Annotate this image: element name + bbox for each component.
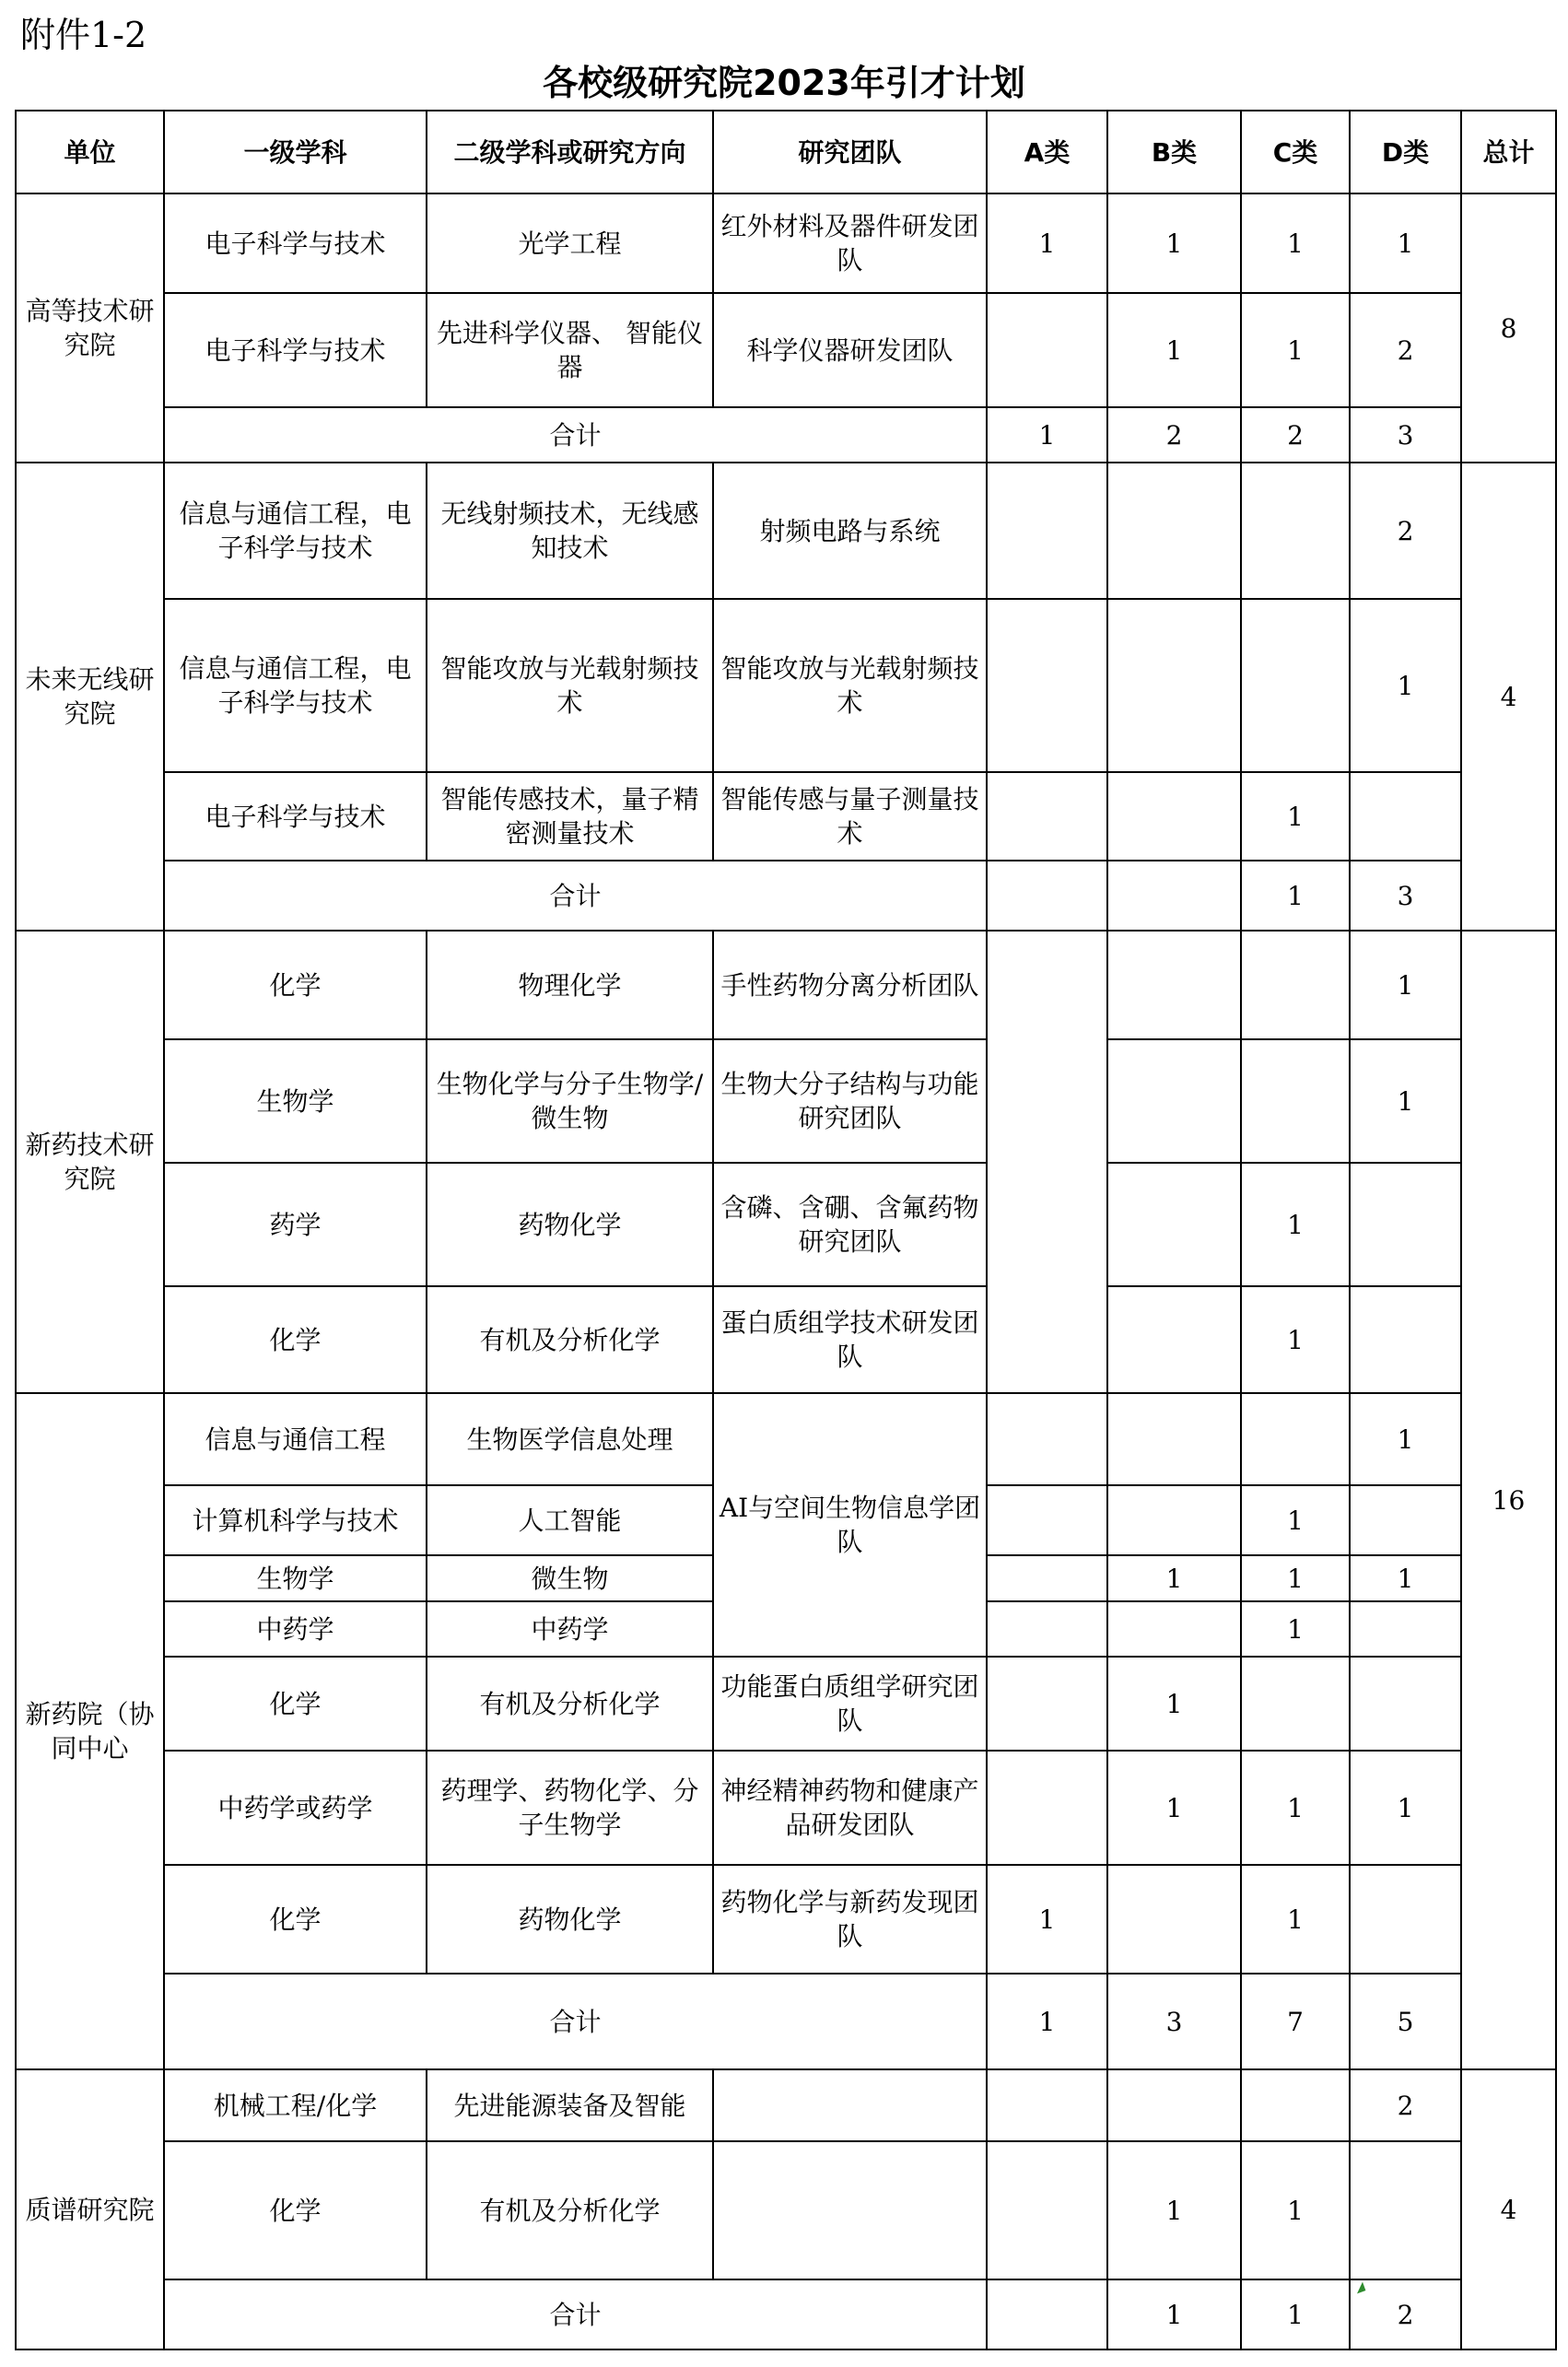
unit-total: 4 [1461, 463, 1556, 931]
team-cell: 功能蛋白质组学研究团队 [713, 1657, 987, 1751]
class-d-cell [1350, 772, 1461, 861]
discipline-cell: 生物学 [164, 1039, 427, 1163]
class-c-cell: 1 [1241, 1286, 1350, 1393]
discipline-cell: 化学 [164, 931, 427, 1039]
table-row [16, 1865, 1556, 1974]
discipline-cell: 电子科学与技术 [164, 193, 427, 293]
class-b-cell: 1 [1107, 1657, 1241, 1751]
table-row [16, 193, 1556, 293]
unit-total: 4 [1461, 2069, 1556, 2349]
discipline-cell: 药学 [164, 1163, 427, 1286]
unit-name: 质谱研究院 [16, 2069, 164, 2349]
team-cell: 手性药物分离分析团队 [713, 931, 987, 1039]
class-a-cell [987, 1657, 1107, 1751]
class-d-cell [1350, 1485, 1461, 1555]
class-a-cell [987, 2141, 1107, 2279]
direction-cell: 微生物 [427, 1555, 713, 1601]
subtotal-a: 1 [987, 1974, 1107, 2069]
class-c-cell: 1 [1241, 1601, 1350, 1657]
direction-cell: 药物化学 [427, 1865, 713, 1974]
discipline-cell: 中药学或药学 [164, 1751, 427, 1865]
table-row [16, 1393, 1556, 1485]
direction-cell: 光学工程 [427, 193, 713, 293]
discipline-cell: 化学 [164, 1286, 427, 1393]
table-row [16, 599, 1556, 772]
header-row [16, 111, 1556, 193]
class-b-cell: 1 [1107, 193, 1241, 293]
class-d-cell [1350, 2141, 1461, 2279]
unit-name: 高等技术研究院 [16, 193, 164, 463]
table-row [16, 2069, 1556, 2141]
class-c-cell [1241, 599, 1350, 772]
class-d-cell: 2 [1350, 463, 1461, 599]
discipline-cell: 化学 [164, 1865, 427, 1974]
class-c-cell [1241, 2069, 1350, 2141]
class-b-cell [1107, 772, 1241, 861]
team-cell: 射频电路与系统 [713, 463, 987, 599]
unit-total: 16 [1461, 931, 1556, 2069]
class-b-cell: 1 [1107, 2141, 1241, 2279]
discipline-cell: 电子科学与技术 [164, 772, 427, 861]
subtotal-label: 合计 [164, 407, 987, 463]
subtotal-d: 2 [1350, 2279, 1461, 2349]
class-d-cell: 2 [1350, 293, 1461, 407]
class-c-cell: 1 [1241, 1751, 1350, 1865]
team-cell: 蛋白质组学技术研发团队 [713, 1286, 987, 1393]
subtotal-row [16, 2279, 1556, 2349]
subtotal-c: 1 [1241, 861, 1350, 931]
class-b-cell [1107, 1485, 1241, 1555]
subtotal-c: 2 [1241, 407, 1350, 463]
subtotal-b: 2 [1107, 407, 1241, 463]
class-b-cell: 1 [1107, 1751, 1241, 1865]
direction-cell: 药物化学 [427, 1163, 713, 1286]
direction-cell: 生物医学信息处理 [427, 1393, 713, 1485]
class-d-cell: 2 [1350, 2069, 1461, 2141]
subtotal-row [16, 407, 1556, 463]
class-a-cell [987, 1485, 1107, 1555]
team-cell: 红外材料及器件研发团队 [713, 193, 987, 293]
direction-cell: 有机及分析化学 [427, 2141, 713, 2279]
class-c-cell: 1 [1241, 1163, 1350, 1286]
team-cell [713, 2069, 987, 2141]
discipline-cell: 机械工程/化学 [164, 2069, 427, 2141]
class-c-cell: 1 [1241, 1865, 1350, 1974]
table-row [16, 463, 1556, 599]
class-b-cell [1107, 463, 1241, 599]
table-row [16, 293, 1556, 407]
direction-cell: 人工智能 [427, 1485, 713, 1555]
class-b-cell [1107, 2069, 1241, 2141]
direction-cell: 物理化学 [427, 931, 713, 1039]
header-class-a: A类 [987, 111, 1107, 193]
class-b-cell [1107, 931, 1241, 1039]
discipline-cell: 化学 [164, 1657, 427, 1751]
class-b-cell: 1 [1107, 1555, 1241, 1601]
subtotal-d: 3 [1350, 861, 1461, 931]
table-row [16, 1657, 1556, 1751]
class-a-cell: 1 [987, 193, 1107, 293]
class-d-cell: 1 [1350, 1751, 1461, 1865]
discipline-cell: 信息与通信工程，电子科学与技术 [164, 463, 427, 599]
team-cell: 药物化学与新药发现团队 [713, 1865, 987, 1974]
class-c-cell: 1 [1241, 1555, 1350, 1601]
class-c-cell: 1 [1241, 1485, 1350, 1555]
subtotal-a [987, 861, 1107, 931]
subtotal-a [987, 2279, 1107, 2349]
table-row [16, 1163, 1556, 1286]
page-title: 各校级研究院2023年引才计划 [543, 63, 1025, 103]
table-row [16, 1039, 1556, 1163]
header-direction: 二级学科或研究方向 [427, 111, 713, 193]
class-b-cell [1107, 599, 1241, 772]
class-b-cell [1107, 1286, 1241, 1393]
direction-cell: 有机及分析化学 [427, 1657, 713, 1751]
subtotal-label: 合计 [164, 2279, 987, 2349]
direction-cell: 先进科学仪器、 智能仪器 [427, 293, 713, 407]
class-a-cell [987, 1555, 1107, 1601]
class-a-cell [987, 1751, 1107, 1865]
class-d-cell [1350, 1163, 1461, 1286]
team-cell [713, 2141, 987, 2279]
class-c-cell [1241, 463, 1350, 599]
header-class-b: B类 [1107, 111, 1241, 193]
class-c-cell: 1 [1241, 2141, 1350, 2279]
direction-cell: 无线射频技术，无线感知技术 [427, 463, 713, 599]
class-d-cell [1350, 1601, 1461, 1657]
class-b-cell [1107, 1601, 1241, 1657]
class-c-cell [1241, 1393, 1350, 1485]
discipline-cell: 中药学 [164, 1601, 427, 1657]
class-a-cell [987, 1393, 1107, 1485]
class-a-cell [987, 772, 1107, 861]
class-c-cell: 1 [1241, 293, 1350, 407]
unit-name: 新药技术研究院 [16, 931, 164, 1393]
team-cell: 智能攻放与光载射频技术 [713, 599, 987, 772]
class-a-cell [987, 293, 1107, 407]
recruitment-plan-table [15, 110, 1557, 2350]
team-cell: 生物大分子结构与功能研究团队 [713, 1039, 987, 1163]
class-d-cell [1350, 1865, 1461, 1974]
subtotal-row [16, 1974, 1556, 2069]
table-row [16, 1751, 1556, 1865]
class-d-cell: 1 [1350, 1555, 1461, 1601]
unit-name: 未来无线研究院 [16, 463, 164, 931]
class-c-cell [1241, 931, 1350, 1039]
direction-cell: 智能攻放与光载射频技术 [427, 599, 713, 772]
header-discipline: 一级学科 [164, 111, 427, 193]
team-cell: 含磷、含硼、含氟药物研究团队 [713, 1163, 987, 1286]
class-a-cell [987, 599, 1107, 772]
direction-cell: 中药学 [427, 1601, 713, 1657]
subtotal-label: 合计 [164, 1974, 987, 2069]
team-cell: 科学仪器研发团队 [713, 293, 987, 407]
header-class-c: C类 [1241, 111, 1350, 193]
discipline-cell: 生物学 [164, 1555, 427, 1601]
direction-cell: 生物化学与分子生物学/微生物 [427, 1039, 713, 1163]
table-row [16, 772, 1556, 861]
class-c-cell [1241, 1039, 1350, 1163]
subtotal-label: 合计 [164, 861, 987, 931]
subtotal-b [1107, 861, 1241, 931]
header-class-d: D类 [1350, 111, 1461, 193]
subtotal-c: 7 [1241, 1974, 1350, 2069]
class-a-cell [987, 931, 1107, 1393]
table-row [16, 2141, 1556, 2279]
class-b-cell: 1 [1107, 293, 1241, 407]
attachment-label: 附件1-2 [20, 15, 147, 55]
class-d-cell [1350, 1286, 1461, 1393]
class-b-cell [1107, 1393, 1241, 1485]
class-b-cell [1107, 1039, 1241, 1163]
class-a-cell [987, 1601, 1107, 1657]
class-c-cell [1241, 1657, 1350, 1751]
header-team: 研究团队 [713, 111, 987, 193]
class-c-cell: 1 [1241, 193, 1350, 293]
subtotal-d: 5 [1350, 1974, 1461, 2069]
class-b-cell [1107, 1163, 1241, 1286]
class-d-cell: 1 [1350, 599, 1461, 772]
header-total: 总计 [1461, 111, 1556, 193]
subtotal-c: 1 [1241, 2279, 1350, 2349]
class-d-cell: 1 [1350, 931, 1461, 1039]
discipline-cell: 计算机科学与技术 [164, 1485, 427, 1555]
class-a-cell: 1 [987, 1865, 1107, 1974]
class-c-cell: 1 [1241, 772, 1350, 861]
subtotal-b: 1 [1107, 2279, 1241, 2349]
unit-name: 新药院（协同中心 [16, 1393, 164, 2069]
table-row [16, 1286, 1556, 1393]
discipline-cell: 信息与通信工程 [164, 1393, 427, 1485]
table-row [16, 931, 1556, 1039]
class-d-cell: 1 [1350, 193, 1461, 293]
discipline-cell: 电子科学与技术 [164, 293, 427, 407]
direction-cell: 药理学、药物化学、分子生物学 [427, 1751, 713, 1865]
unit-total: 8 [1461, 193, 1556, 463]
team-cell: 智能传感与量子测量技术 [713, 772, 987, 861]
team-cell: AI与空间生物信息学团队 [713, 1393, 987, 1657]
class-b-cell [1107, 1865, 1241, 1974]
direction-cell: 有机及分析化学 [427, 1286, 713, 1393]
team-cell: 神经精神药物和健康产品研发团队 [713, 1751, 987, 1865]
class-d-cell: 1 [1350, 1393, 1461, 1485]
subtotal-d: 3 [1350, 407, 1461, 463]
direction-cell: 智能传感技术，量子精密测量技术 [427, 772, 713, 861]
class-d-cell: 1 [1350, 1039, 1461, 1163]
subtotal-a: 1 [987, 407, 1107, 463]
discipline-cell: 信息与通信工程，电子科学与技术 [164, 599, 427, 772]
class-a-cell [987, 2069, 1107, 2141]
class-d-cell [1350, 1657, 1461, 1751]
subtotal-row [16, 861, 1556, 931]
direction-cell: 先进能源装备及智能 [427, 2069, 713, 2141]
subtotal-b: 3 [1107, 1974, 1241, 2069]
discipline-cell: 化学 [164, 2141, 427, 2279]
header-unit: 单位 [16, 111, 164, 193]
class-a-cell [987, 463, 1107, 599]
